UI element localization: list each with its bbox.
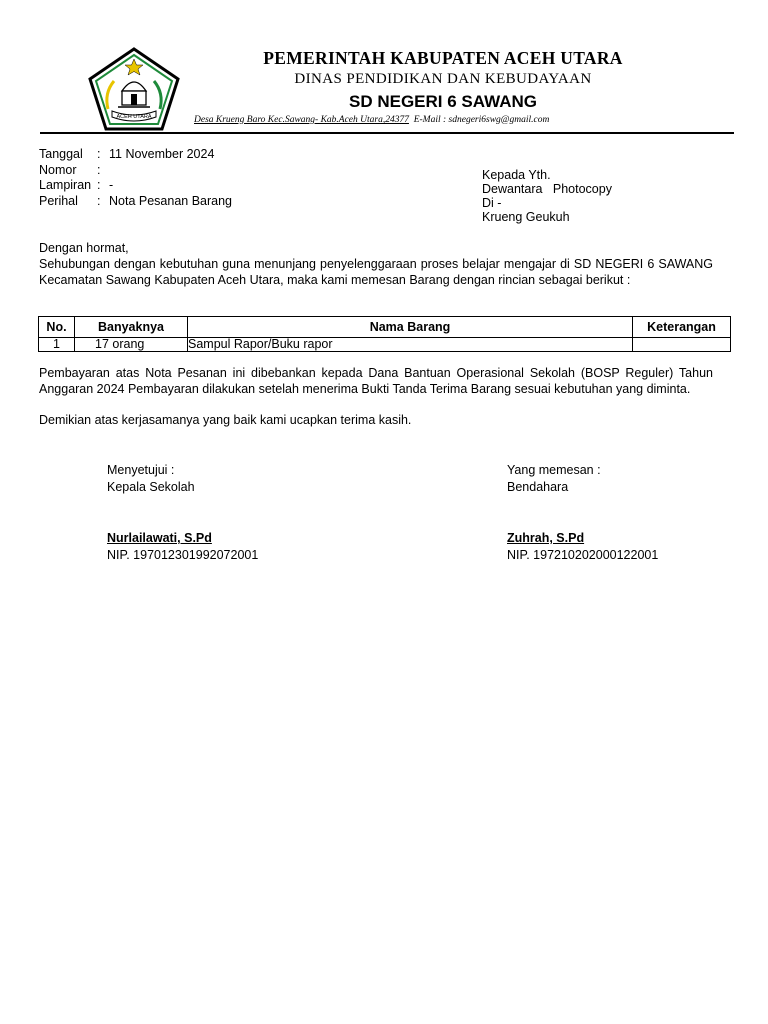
meta-label: Lampiran bbox=[39, 178, 92, 192]
address-text: Desa Krueng Baro Kec.Sawang- Kab.Aceh Utara,24377 bbox=[194, 115, 409, 125]
logo-banner-text: ACEH UTARA bbox=[116, 114, 152, 120]
signatory-nip: NIP. 197210202000122001 bbox=[507, 548, 659, 562]
meta-sep: : bbox=[97, 193, 101, 208]
recipient-line: Di - bbox=[482, 196, 502, 210]
header-quantity: Banyaknya bbox=[75, 317, 188, 338]
payment-paragraph: Pembayaran atas Nota Pesanan ini dibebankan kepada Dana Bantuan Operasional Sekolah (BOSP Reguler) Tahun Anggaran 2024 Pembayaran dilakukan setelah menerima Bukti Tanda Terima Barang sesuai kebutuhan yang diminta. bbox=[39, 366, 713, 396]
signatory-nip: NIP. 197012301992072001 bbox=[107, 548, 259, 562]
cell-quantity: 17 orang bbox=[75, 338, 188, 352]
meta-value: - bbox=[109, 178, 114, 192]
cell-no: 1 bbox=[39, 338, 75, 352]
table-header-row bbox=[39, 317, 731, 338]
signature-role: Kepala Sekolah bbox=[107, 480, 195, 494]
meta-sep: : bbox=[97, 162, 101, 177]
meta-sep: : bbox=[97, 147, 101, 161]
signature-role: Bendahara bbox=[507, 480, 569, 494]
cell-item-name: Sampul Rapor/Buku rapor bbox=[188, 338, 633, 352]
meta-row-attachment bbox=[39, 178, 232, 194]
letterhead-divider bbox=[40, 132, 734, 134]
opening-paragraph: Sehubungan dengan kebutuhan guna menunjang penyelenggaraan proses belajar mengajar di SD NEGERI 6 SAWANG Kecamatan Sawang Kabupaten Aceh Utara, maka kami memesan Barang dengan rincian sebagai berikut : bbox=[39, 257, 713, 287]
table-row bbox=[39, 338, 731, 352]
signature-caption: Yang memesan : bbox=[507, 463, 601, 477]
meta-row-subject bbox=[39, 194, 232, 210]
letterhead-government: PEMERINTAH KABUPATEN ACEH UTARA bbox=[263, 48, 623, 68]
cell-notes bbox=[633, 338, 731, 352]
header-item-name: Nama Barang bbox=[188, 317, 633, 338]
recipient-line: Krueng Geukuh bbox=[482, 210, 570, 224]
signatory-name: Zuhrah, S.Pd bbox=[507, 531, 585, 545]
recipient-line: Dewantara Photocopy bbox=[482, 182, 612, 196]
order-items-table bbox=[38, 316, 731, 352]
letterhead-department: DINAS PENDIDIKAN DAN KEBUDAYAAN bbox=[294, 71, 592, 87]
signature-right bbox=[507, 462, 658, 564]
meta-label: Perihal bbox=[39, 193, 78, 208]
header-notes: Keterangan bbox=[633, 317, 731, 338]
meta-label: Nomor bbox=[39, 162, 77, 177]
recipient-line: Kepada Yth. bbox=[482, 168, 551, 182]
closing-sentence: Demikian atas kerjasamanya yang baik kami ucapkan terima kasih. bbox=[39, 413, 412, 427]
letterhead-address bbox=[194, 115, 549, 125]
email-text: E-Mail : sdnegeri6swg@gmail.com bbox=[408, 115, 550, 125]
greeting: Dengan hormat, bbox=[39, 241, 129, 255]
meta-value: 11 November 2024 bbox=[109, 147, 215, 161]
recipient-block bbox=[482, 168, 612, 224]
opening-section bbox=[39, 240, 713, 288]
meta-sep: : bbox=[97, 178, 101, 192]
signature-left bbox=[107, 462, 258, 564]
meta-value: Nota Pesanan Barang bbox=[109, 193, 233, 208]
meta-row-number bbox=[39, 163, 232, 179]
header-no: No. bbox=[39, 317, 75, 338]
meta-label: Tanggal bbox=[39, 147, 83, 161]
regency-logo bbox=[88, 47, 180, 131]
signatory-name: Nurlailawati, S.Pd bbox=[107, 531, 212, 545]
letterhead bbox=[40, 44, 734, 132]
letterhead-school-name: SD NEGERI 6 SAWANG bbox=[349, 92, 537, 111]
meta-row-date bbox=[39, 147, 232, 163]
letter-meta bbox=[39, 147, 232, 209]
signature-caption: Menyetujui : bbox=[107, 463, 175, 477]
